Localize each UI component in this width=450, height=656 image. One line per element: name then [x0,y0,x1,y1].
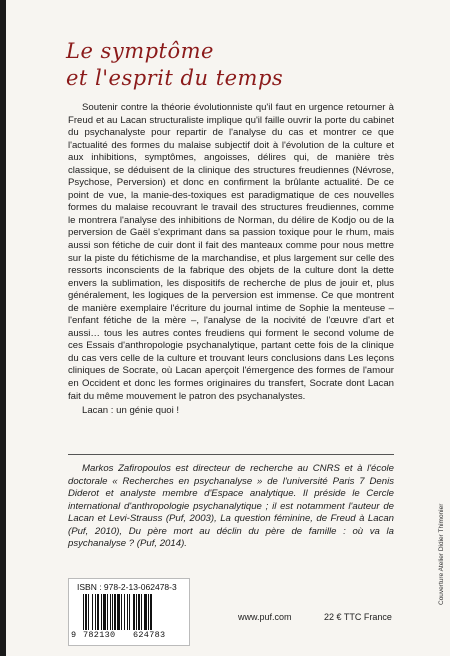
cover-credit: Couverture Atelier Didier Thimonier [438,503,445,605]
blurb-paragraph: Lacan : un génie quoi ! [82,405,180,417]
ean-digits [71,630,187,640]
blurb-paragraph: Soutenir contre la théorie évolutionniste qu'il faut en urgence retourner à Freud et au Lacan structuraliste implique qu'il faille ouvrir la porte du cabinet du psychanalyste pour repartir de l'analyse du cas et montrer ce que l'actualité des formes du malaise subjectif doit à l'évolution de la culture et aux inhibitions, symptômes, angoisses, délires qui, de manière très classique, se déduisent de la clinique des structures freudiennes (Névrose, Psychose, Perversion) et donc en confirment la brûlante actualité. De ce point de vue, la manie-des-toxiques est paradigmatique de ces nouvelles formes du malaise recouvrant le travail des structures freudiennes, comme le montrera l'analyse des inhibitions de Norman, du délire de Kodjo ou de la perversion de Gaël s'exprimant dans sa passion toxique pour le rhum, mais aussi son fétiche de cuir dont il fait des manteaux comme pour nous mettre sur la piste du fétichisme de la marchandise, et plus largement sur celle des ressorts inconscients de la fabrique des objets de la culture dont la dette envers la sublimation, les dispositifs de recherche de plus de jouir et, plus généralement, les logiques de la perversion est immense. Ce que montrent de manière exemplaire l'écriture du journal intime de Sophie la menteuse – l'enfant fétiche de la mère –, l'analyse de la nocivité de l'œuvre d'art et aussi… tous les autres contes freudiens qui forment le second volume de ces Essais d'anthropologie psychanalytique, partant cette fois de la clinique du cas vers celle de la culture et trouvant leurs conclusions dans Les leçons cliniques de Socrate, où Lacan aperçoit l'émergence des formes de l'amour en Occident et donc les formes originaires du transfert, Socrate dont Lacan fait du même mouvement le patron des psychanalystes. [68,102,394,402]
ean-left-group: 782130 [83,630,116,640]
publisher-url: www.puf.com [238,612,292,622]
title-line-2: et l'esprit du temps [66,66,284,90]
author-bio: Markos Zafiropoulos est directeur de recherche au CNRS et à l'école doctorale « Recherches en psychanalyse » de l'université Paris 7 Denis Diderot et analyste membre d'Espace analytique. Il préside le Cercle international d'anthropologie psychanalytique ; il est notamment l'auteur de Lacan et Levi-Strauss (Puf, 2003), La question féminine, de Freud à Lacan (Puf, 2010), Du père mort au déclin du père de famille : où va la psychanalyse ? (Puf, 2014). [68,463,394,550]
isbn-label: ISBN : 978-2-13-062478-3 [77,582,177,592]
ean-right-group: 624783 [133,630,166,640]
price: 22 € TTC France [324,612,392,622]
ean-first-digit: 9 [71,630,77,640]
barcode-box [68,578,190,646]
title-line-1: Le symptôme [66,39,214,63]
blurb [68,102,394,418]
book-title [66,38,283,92]
divider [68,454,394,455]
barcode-icon [83,594,181,630]
